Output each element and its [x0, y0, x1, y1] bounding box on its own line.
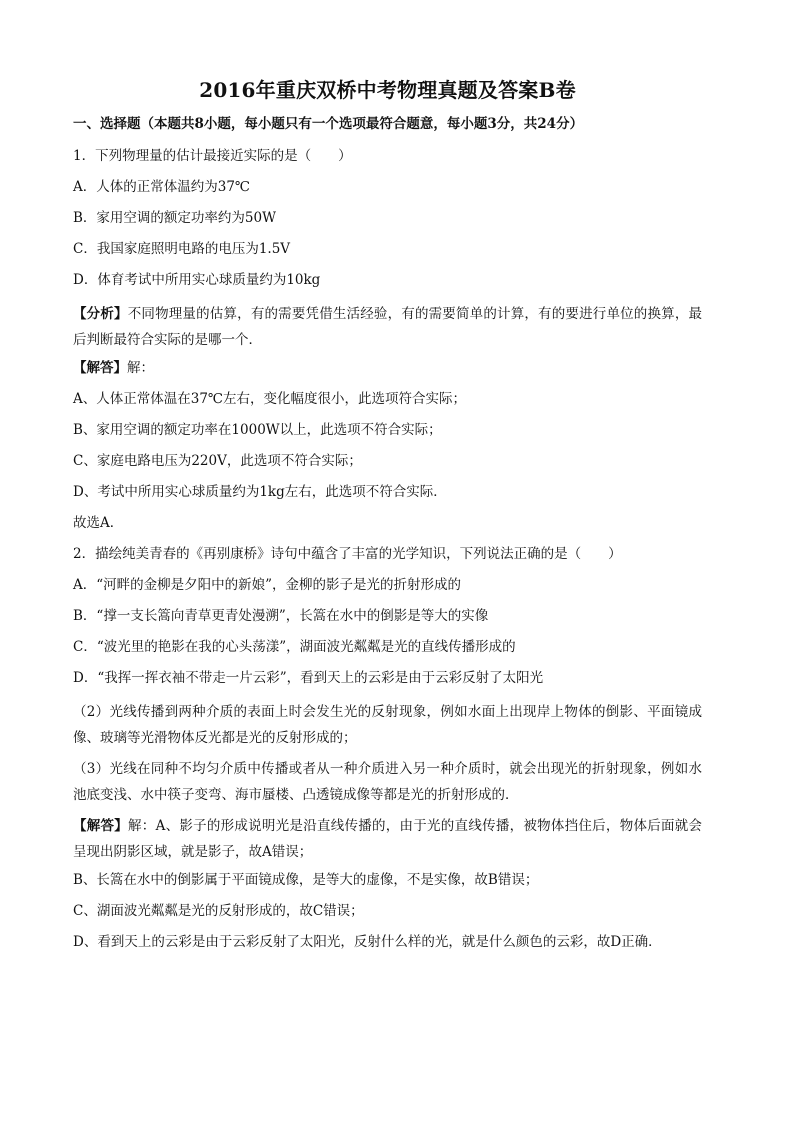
question-1-conclusion: 故选A． — [73, 515, 124, 531]
question-1-answer-d: D、考试中所用实心球质量约为1kg左右，此选项不符合实际． — [73, 484, 447, 500]
question-2-option-d: D．“我挥一挥衣袖不带走一片云彩”，看到天上的云彩是由于云彩反射了太阳光 — [73, 670, 544, 686]
question-2-option-a: A．“河畔的金柳是夕阳中的新娘”，金柳的影子是光的折射形成的 — [73, 577, 462, 593]
question-1-option-a: A．人体的正常体温约为37℃ — [73, 179, 251, 195]
question-1-option-d: D．体育考试中所用实心球质量约为10kg — [73, 272, 321, 288]
analysis-tag: 【分析】 — [73, 306, 128, 322]
question-2-option-c: C．“波光里的艳影在我的心头荡漾”，湖面波光粼粼是光的直线传播形成的 — [73, 639, 516, 655]
question-1-option-c: C．我国家庭照明电路的电压为1.5V — [73, 241, 291, 257]
document-title: 2016年重庆双桥中考物理真题及答案B卷 — [199, 78, 576, 102]
question-2-answer-first — [73, 813, 702, 865]
question-1-answer-a: A、人体正常体温在37℃左右，变化幅度很小，此选项符合实际； — [73, 391, 467, 407]
question-1-analysis — [73, 301, 702, 353]
question-1-stem: 1．下列物理量的估计最接近实际的是（ ） — [73, 148, 352, 164]
question-1-answer-heading — [73, 358, 702, 378]
question-1-option-b: B．家用空调的额定功率约为50W — [73, 210, 276, 226]
question-2-answer-c: C、湖面波光粼粼是光的反射形成的，故C错误； — [73, 903, 364, 919]
analysis-text: 不同物理量的估算，有的需要凭借生活经验，有的需要简单的计算，有的要进行单位的换算，最后判断最符合实际的是哪一个． — [73, 306, 703, 348]
question-2-answer-d: D、看到天上的云彩是由于云彩反射了太阳光，反射什么样的光，就是什么颜色的云彩，故D正确． — [73, 934, 662, 950]
question-2-answer-b: B、长篙在水中的倒影属于平面镜成像，是等大的虚像，不是实像，故B错误； — [73, 872, 539, 888]
question-1-answer-b: B、家用空调的额定功率在1000W以上，此选项不符合实际； — [73, 422, 442, 438]
question-2-analysis-2: （2）光线传播到两种介质的表面上时会发生光的反射现象，例如水面上出现岸上物体的倒影、平面镜成像、玻璃等光滑物体反光都是光的反射形成的； — [73, 704, 702, 746]
question-1-answer-c: C、家庭电路电压为220V，此选项不符合实际； — [73, 453, 362, 469]
answer-tag: 【解答】 — [73, 818, 129, 834]
question-2-stem: 2．描绘纯美青春的《再别康桥》诗句中蕴含了丰富的光学知识，下列说法正确的是（ ） — [73, 546, 622, 562]
question-2-option-b: B．“撑一支长篙向青草更青处漫溯”，长篙在水中的倒影是等大的实像 — [73, 608, 489, 624]
question-2-analysis-3: （3）光线在同种不均匀介质中传播或者从一种介质进入另一种介质时，就会出现光的折射现象，例如水池底变浅、水中筷子变弯、海市蜃楼、凸透镜成像等都是光的折射形成的． — [73, 761, 702, 803]
answer-tag: 【解答】 — [73, 360, 127, 376]
section-heading: 一、选择题（本题共8小题，每小题只有一个选项最符合题意，每小题3分，共24分） — [73, 116, 584, 132]
answer-first-text: 解：A、影子的形成说明光是沿直线传播的，由于光的直线传播，被物体挡住后，物体后面就会呈现出阴影区域，就是影子，故A错误； — [73, 818, 703, 860]
answer-text: 解： — [127, 360, 154, 376]
